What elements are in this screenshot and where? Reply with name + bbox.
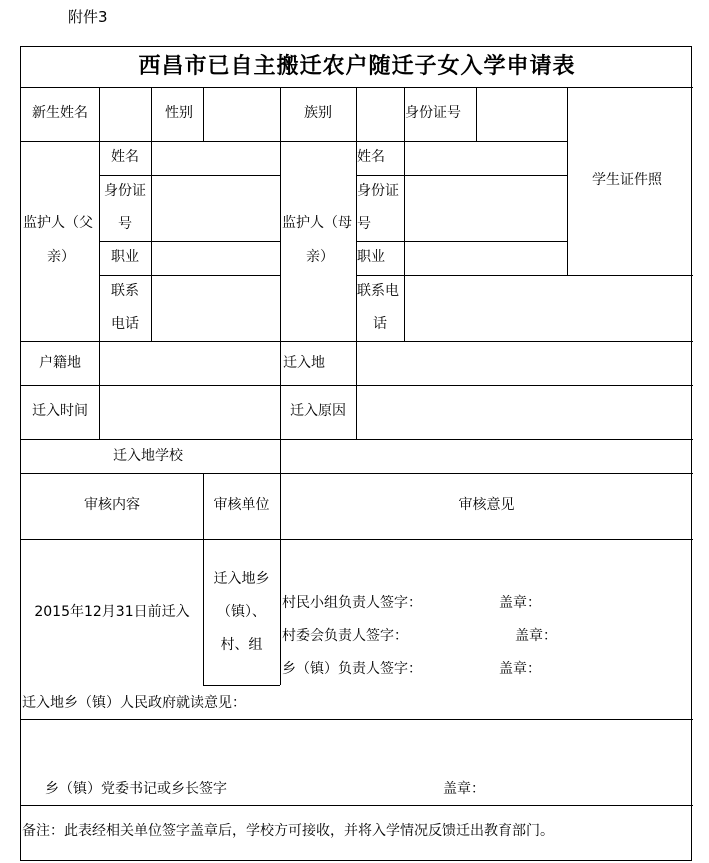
line-h15 — [203, 685, 280, 686]
line-h11 — [21, 385, 693, 386]
group-leader-signature: 村民小组负责人签字： — [282, 595, 422, 611]
label-guardian-father-2: 亲） — [47, 249, 75, 265]
review-unit-2: （镇）、 — [217, 604, 266, 620]
label-father-name: 姓名 — [111, 149, 139, 165]
label-move-reason: 迁入原因 — [290, 403, 346, 419]
label-father-id-2: 号 — [118, 216, 132, 232]
label-school: 迁入地学校 — [113, 448, 183, 464]
label-father-phone: 联系 — [111, 283, 139, 299]
line-h14 — [21, 539, 693, 540]
label-id-number: 身份证号 — [405, 105, 461, 121]
label-hukou: 户籍地 — [39, 355, 81, 371]
line-v1 — [99, 87, 100, 141]
label-new-student-name: 新生姓名 — [32, 105, 88, 121]
village-committee-signature: 村委会负责人签字： — [282, 628, 408, 644]
town-seal: 盖章： — [499, 661, 541, 677]
label-mother-id: 身份证 — [357, 183, 399, 199]
label-student-photo: 学生证件照 — [592, 172, 662, 188]
label-review-unit: 审核单位 — [213, 497, 270, 513]
form-note: 备注：此表经相关单位签字盖章后，学校方可接收，并将入学情况反馈迁出教育部门。 — [22, 823, 554, 839]
review-unit-3: 村、组 — [220, 637, 263, 653]
label-mother-occupation: 职业 — [357, 249, 385, 265]
line-v8 — [567, 87, 568, 275]
label-father-occupation: 职业 — [111, 249, 139, 265]
label-mother-phone: 联系电 — [357, 283, 399, 299]
group-seal: 盖章： — [499, 595, 541, 611]
label-gender: 性别 — [165, 105, 193, 121]
line-h7 — [356, 241, 567, 242]
label-move-time: 迁入时间 — [32, 403, 88, 419]
label-review-content: 审核内容 — [84, 497, 140, 513]
annex-label: 附件3 — [68, 8, 108, 26]
line-v3 — [203, 87, 204, 141]
line-h13 — [21, 473, 693, 474]
review-condition: 2015年12月31日前迁入 — [34, 604, 190, 620]
village-seal: 盖章： — [515, 628, 557, 644]
label-mother-phone-2: 话 — [373, 316, 387, 332]
label-guardian-mother: 监护人（母 — [282, 215, 352, 231]
line-v10 — [151, 141, 152, 341]
line-h1 — [21, 87, 693, 88]
gov-seal: 盖章： — [443, 781, 485, 797]
line-v2 — [151, 87, 152, 141]
line-h9 — [356, 275, 693, 276]
label-mother-name: 姓名 — [357, 149, 385, 165]
form-title: 西昌市已自主搬迁农户随迁子女入学申请表 — [138, 54, 576, 79]
gov-opinion-label: 迁入地乡（镇）人民政府就读意见： — [22, 695, 246, 711]
label-mother-id-2: 号 — [357, 216, 371, 232]
label-father-phone-2: 电话 — [111, 316, 139, 332]
line-v12 — [404, 141, 405, 341]
line-v7 — [476, 87, 477, 141]
town-leader-signature: 乡（镇）负责人签字： — [282, 661, 422, 677]
label-guardian-father: 监护人（父 — [23, 215, 93, 231]
review-unit-1: 迁入地乡 — [213, 571, 270, 587]
secretary-signature: 乡（镇）党委书记或乡长签字 — [45, 781, 227, 797]
label-guardian-mother-2: 亲） — [306, 249, 334, 265]
line-v5 — [356, 87, 357, 141]
line-h10 — [21, 341, 693, 342]
label-ethnicity: 族别 — [304, 105, 332, 121]
label-review-opinion: 审核意见 — [458, 497, 515, 513]
label-father-id: 身份证 — [104, 183, 146, 199]
label-moved-to: 迁入地 — [283, 355, 325, 371]
application-form — [20, 46, 692, 861]
